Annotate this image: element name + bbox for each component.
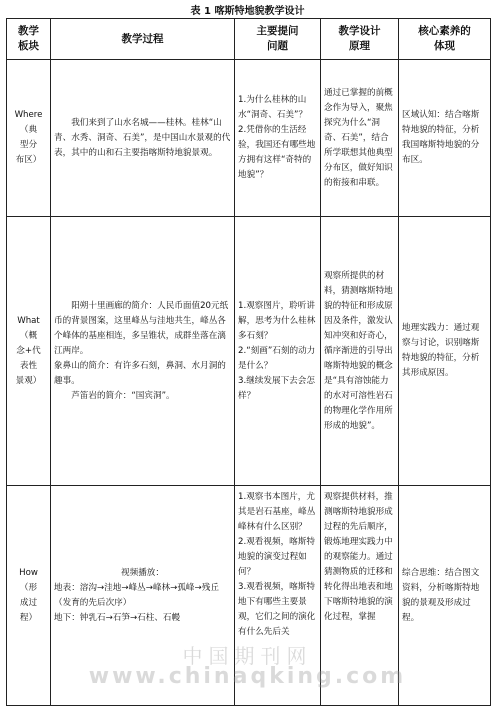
core-cell: 区域认知：结合喀斯特地貌的特征，分析我国喀斯特地貌的分布区。 (399, 60, 491, 217)
table-row (7, 60, 491, 217)
process-cell: 视频播放： 地表：溶沟→洼地→峰丛→峰林→孤峰→残丘（发育的先后次序） 地下：钟乳石→石笋→石柱、石幔 (51, 486, 235, 706)
module-cell: What （概 念+代 表性 景观） (7, 217, 51, 486)
principle-cell: 观察所提供的材料，猜测喀斯特地貌的特征和形成原因及条件，激发认知冲突和好奇心，循序渐进的引导出喀斯特地貌的概念是“具有溶蚀能力的水对可溶性岩石的物理化学作用所形成的地貌”。 (321, 217, 399, 486)
table-row (7, 486, 491, 706)
header-principle: 教学设计 原理 (321, 19, 399, 60)
principle-cell: 观察提供材料，推测喀斯特地貌形成过程的先后顺序，锻炼地理实践力中的观察能力。通过猜测物质的迁移和转化得出地表和地下喀斯特地貌的演化过程，掌握 (321, 486, 399, 706)
module-cell: Where （典 型分 布区） (7, 60, 51, 217)
questions-cell: 1.观察书本图片，尤其是岩石基座，峰丛峰林有什么区别？ 2.观看视频，喀斯特地貌的演变过程如何？ 3.观看视频，喀斯特地下有哪些主要景观，它们之间的演化有什么先后关 (235, 486, 321, 706)
questions-cell: 1.为什么桂林的山水“洞奇、石美”？ 2.凭借你的生活经验，我国还有哪些地方拥有这样“奇特的地貌”？ (235, 60, 321, 217)
module-cell: How （形 成过 程） (7, 486, 51, 706)
header-questions: 主要提问 问题 (235, 19, 321, 60)
table-title: 表 1 喀斯特地貌教学设计 (190, 6, 305, 17)
questions-cell: 1.观察图片，聆听讲解，思考为什么桂林多石刻？ 2.“刻画”石刻的动力是什么？ 3.继续发展下去会怎样？ (235, 217, 321, 486)
header-core: 核心素养的 体现 (399, 19, 491, 60)
header-module: 教学 板块 (7, 19, 51, 60)
lesson-design-table (6, 18, 491, 706)
core-cell: 地理实践力：通过观察与讨论，识别喀斯特地貌的特征，分析其形成原因。 (399, 217, 491, 486)
principle-cell: 通过已掌握的前概念作为导入，聚焦探究为什么“洞奇、石美”，结合所学联想其他典型分布区，做好知识的衔接和串联。 (321, 60, 399, 217)
header-process: 教学过程 (51, 19, 235, 60)
header-row (7, 19, 491, 60)
process-cell: 我们来到了山水名城——桂林。桂林“山青、水秀、洞奇、石美”，是中国山水景观的代表，其中的山和石主要指喀斯特地貌景观。 (51, 60, 235, 217)
watermark-url: www.chinaqking.com (88, 664, 407, 689)
process-cell: 阳朔十里画廊的简介：人民币面值20元纸币的背景图案，这里峰丛与洼地共生，峰丛各个峰体的基座相连，多呈锥状，成群坐落在漓江两岸。 象鼻山的简介：有许多石刻，鼻洞、水月洞的趣事。 芦笛岩的简介：“国宾洞”。 (51, 217, 235, 486)
core-cell: 综合思维：结合图文资料，分析喀斯特地貌的景观及形成过程。 (399, 486, 491, 706)
watermark-cn: 中国期刊网 (182, 644, 313, 668)
table-row (7, 217, 491, 486)
